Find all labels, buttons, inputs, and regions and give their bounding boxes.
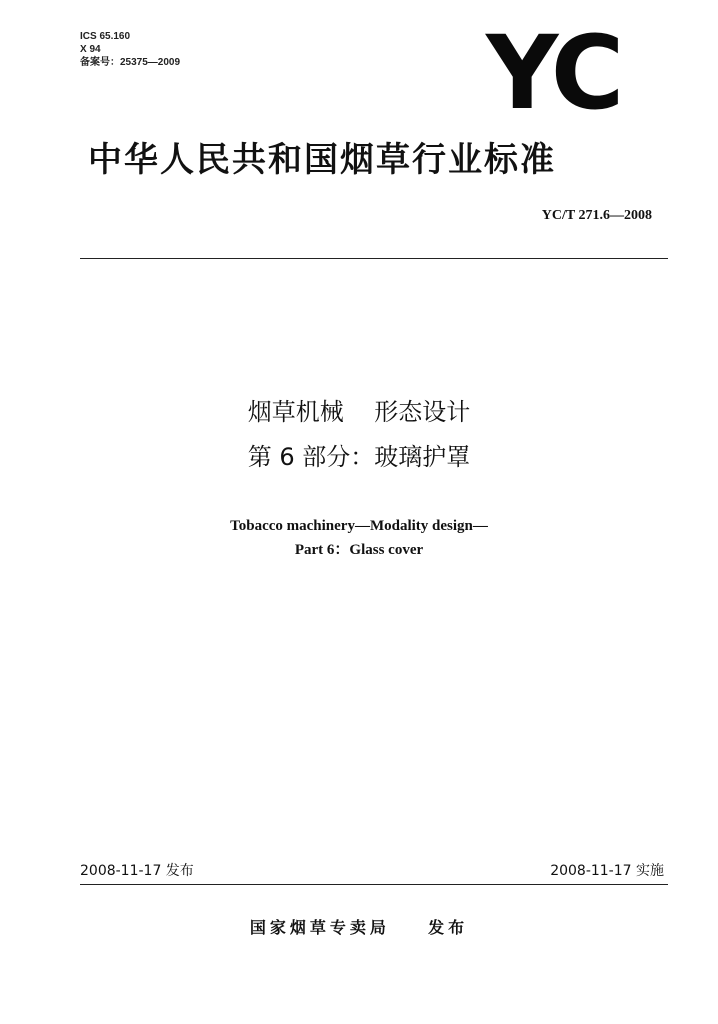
classification-block bbox=[80, 30, 180, 69]
yc-logo: YC bbox=[486, 14, 621, 133]
issue-date: 2008-11-17 发布 bbox=[80, 863, 194, 879]
chinese-title-line-1: 烟草机械 形态设计 bbox=[247, 398, 471, 426]
english-title-line-2: Part 6：Glass cover bbox=[294, 542, 424, 558]
footer-divider bbox=[80, 884, 668, 885]
header-divider bbox=[80, 258, 668, 259]
ics-code: ICS 65.160 bbox=[80, 31, 131, 42]
chinese-title-line-2: 第 6 部分：玻璃护罩 bbox=[247, 443, 471, 471]
publisher: 国家烟草专卖局 发布 bbox=[249, 918, 469, 937]
record-number: 备案号：25375—2009 bbox=[80, 57, 181, 68]
english-title-line-1: Tobacco machinery—Modality design— bbox=[230, 518, 488, 534]
implementation-date: 2008-11-17 实施 bbox=[550, 863, 664, 879]
standard-code: YC/T 271.6—2008 bbox=[541, 208, 652, 223]
industry-standard-title: 中华人民共和国烟草行业标准 bbox=[88, 140, 556, 180]
class-code: X 94 bbox=[80, 44, 101, 55]
